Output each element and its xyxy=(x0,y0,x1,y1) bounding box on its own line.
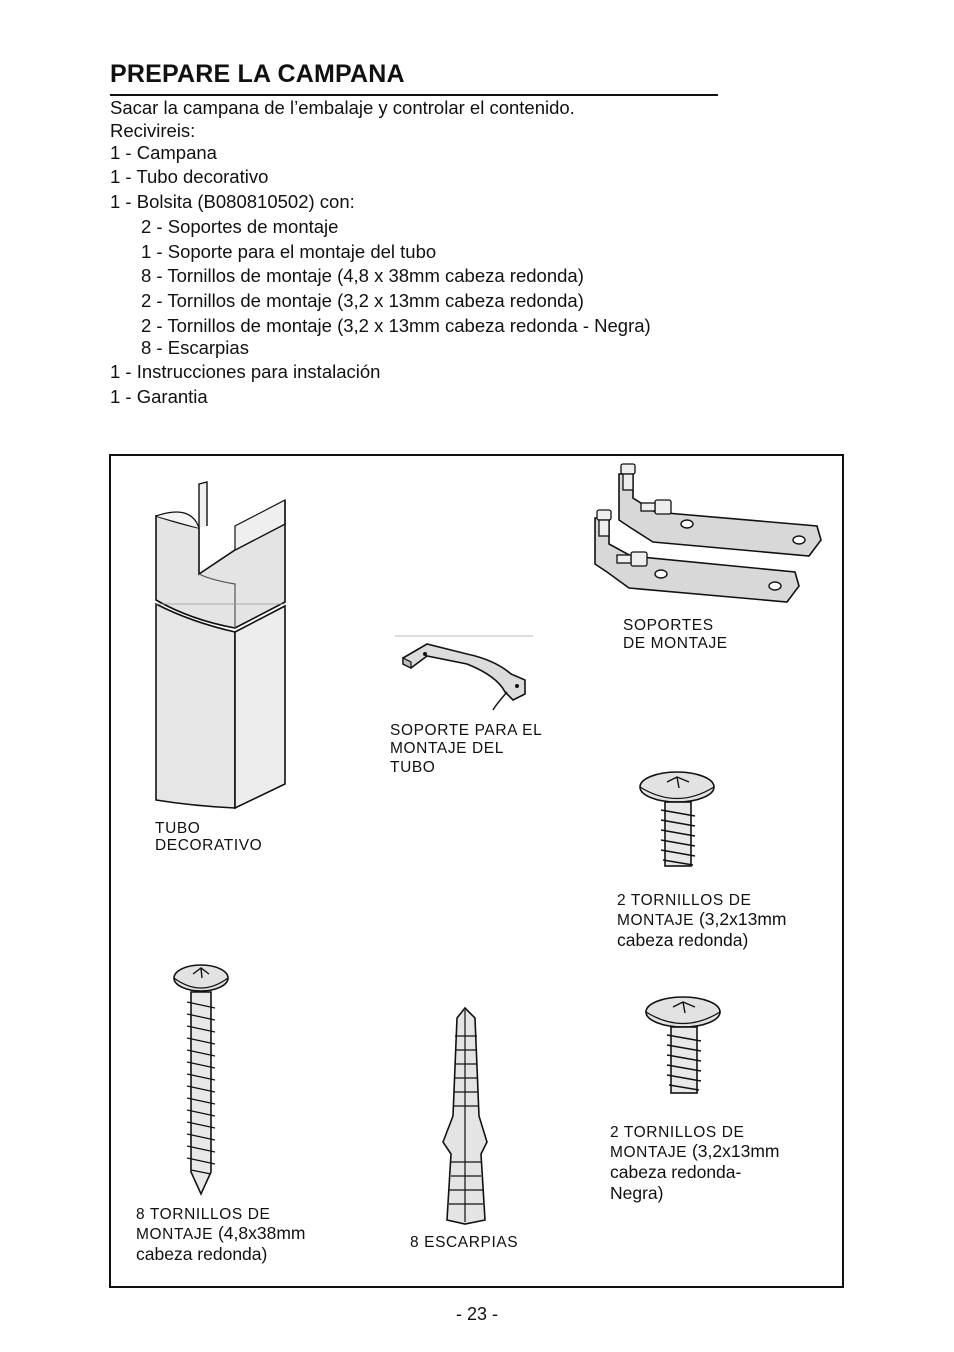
list-item-instrucciones: 1 - Instrucciones para instalación xyxy=(110,361,381,382)
soportes-label-line-2: DE MONTAJE xyxy=(623,635,728,652)
list-item-tornillos-48: 8 - Tornillos de montaje (4,8 x 38mm cabeza redonda) xyxy=(141,265,584,286)
tornillos-32-negra-label-line-3: cabeza redonda- xyxy=(610,1162,742,1182)
soportes-label-line-1: SOPORTES xyxy=(623,617,714,634)
tornillo-32-drawing xyxy=(639,770,719,870)
parts-figure xyxy=(109,454,844,1288)
list-item-soportes: 2 - Soportes de montaje xyxy=(141,216,339,237)
tornillo-48-drawing xyxy=(171,962,231,1198)
tornillos-32-label-line-3: cabeza redonda) xyxy=(617,930,749,950)
tubo-label-line-2: DECORATIVO xyxy=(155,837,263,854)
list-item-bolsita: 1 - Bolsita (B080810502) con: xyxy=(110,191,355,212)
tornillos-32-label-line-1: 2 TORNILLOS DE xyxy=(617,892,752,909)
tornillos-32-negra-label-line-4: Negra) xyxy=(610,1183,664,1203)
title-rule xyxy=(110,94,718,96)
tornillos-32-label-line-2: MONTAJE (3,2x13mm xyxy=(617,909,787,929)
tornillos-48-label-line-2: MONTAJE (4,8x38mm xyxy=(136,1223,306,1243)
soporte-tubo-label-line-2: MONTAJE DEL xyxy=(390,740,504,757)
tornillos-48-label-line-3: cabeza redonda) xyxy=(136,1244,268,1264)
list-item-escarpias: 8 - Escarpias xyxy=(141,337,249,358)
list-item-tubo: 1 - Tubo decorativo xyxy=(110,166,269,187)
list-item-campana: 1 - Campana xyxy=(110,142,217,163)
list-item-tornillos-32-negra: 2 - Tornillos de montaje (3,2 x 13mm cabeza redonda - Negra) xyxy=(141,315,651,336)
soporte-tubo-label-line-3: TUBO xyxy=(390,759,436,776)
list-item-garantia: 1 - Garantia xyxy=(110,386,208,407)
escarpias-label: 8 ESCARPIAS xyxy=(410,1234,519,1251)
soporte-tubo-drawing xyxy=(395,634,535,716)
soporte-tubo-label-line-1: SOPORTE PARA EL xyxy=(390,722,543,739)
page-title: PREPARE LA CAMPANA xyxy=(110,60,405,88)
tornillos-32-negra-label-line-1: 2 TORNILLOS DE xyxy=(610,1124,745,1141)
escarpia-drawing xyxy=(435,1006,495,1228)
tornillos-32-negra-label-line-2: MONTAJE (3,2x13mm xyxy=(610,1141,780,1161)
tubo-label-line-1: TUBO xyxy=(155,820,201,837)
intro-line-1: Sacar la campana de l’embalaje y controlar el contenido. xyxy=(110,97,575,118)
tornillos-48-label-line-1: 8 TORNILLOS DE xyxy=(136,1206,271,1223)
page-number: - 23 - xyxy=(455,1304,498,1324)
tornillo-32-negra-drawing xyxy=(645,994,725,1098)
tubo-decorativo-drawing xyxy=(151,480,291,816)
list-item-tornillos-32: 2 - Tornillos de montaje (3,2 x 13mm cabeza redonda) xyxy=(141,290,584,311)
list-item-soporte-tubo: 1 - Soporte para el montaje del tubo xyxy=(141,241,437,262)
soportes-montaje-drawing xyxy=(585,460,835,620)
intro-line-2: Recivireis: xyxy=(110,120,196,141)
